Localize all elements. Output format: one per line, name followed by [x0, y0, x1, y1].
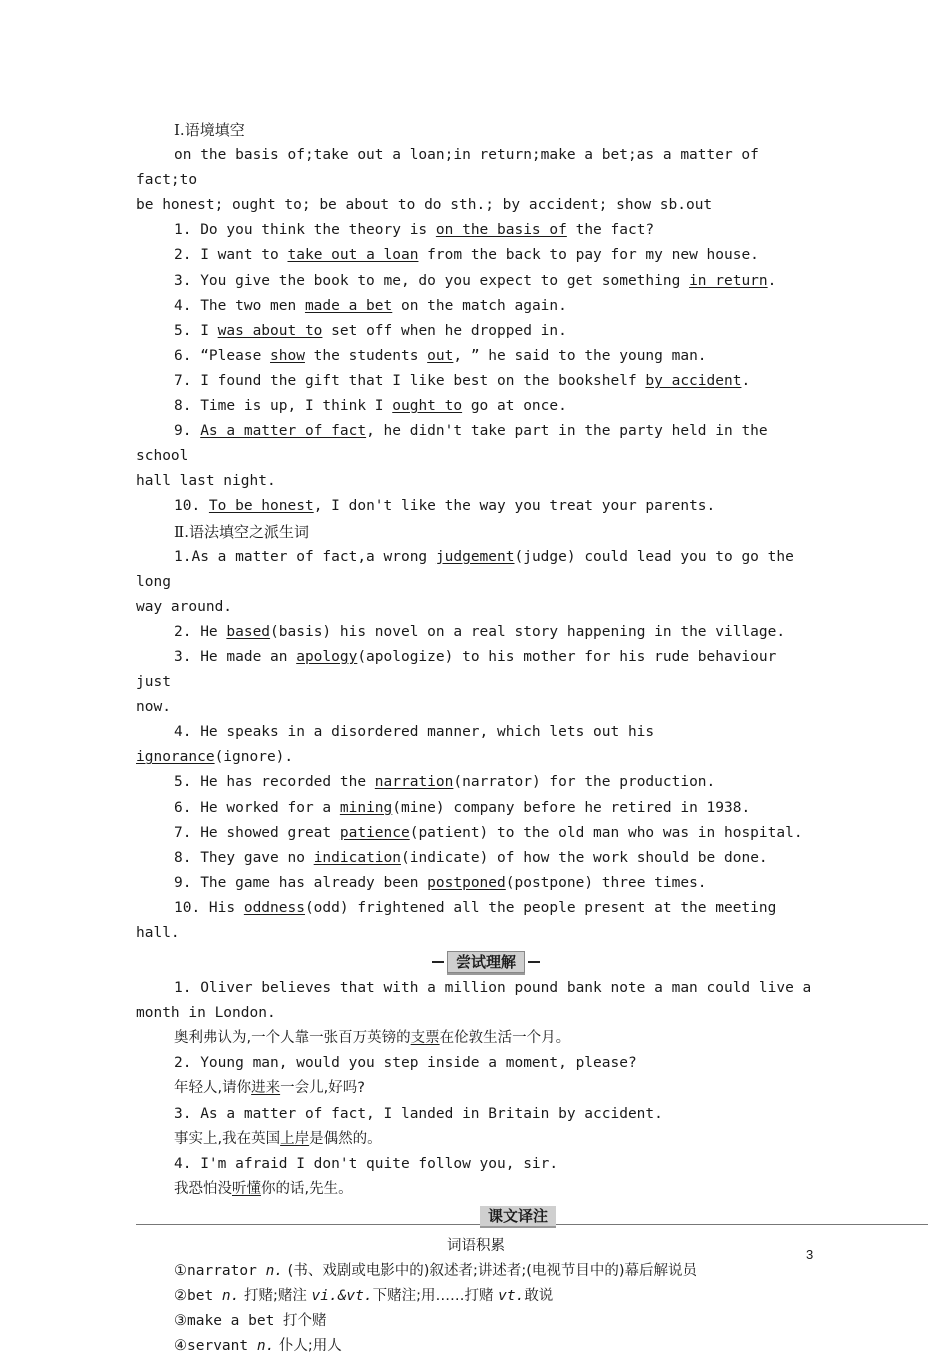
answer: 进来 — [251, 1080, 281, 1097]
sentence-translation: 奥利弗认为,一个人靠一张百万英镑的支票在伦敦生活一个月。 — [174, 1030, 571, 1047]
sentence-english-continued: month in London. — [136, 1005, 276, 1022]
exercise-item: 2. He based(basis) his novel on a real story happening in the village. — [174, 623, 786, 640]
exercise-item: 2. I want to take out a loan from the back to pay for my new house. — [174, 247, 759, 264]
exercise-item: 8. They gave no indication(indicate) of how the work should be done. — [174, 849, 768, 866]
exercise-item: 8. Time is up, I think I ought to go at once. — [174, 398, 567, 415]
answer: take out a loan — [287, 247, 419, 264]
exercise-item-continued: hall last night. — [136, 473, 276, 490]
answer: in return — [689, 272, 768, 289]
answer: was about to — [217, 322, 323, 339]
answer: on the basis of — [435, 222, 567, 239]
answer: by accident — [645, 372, 742, 389]
answer: As a matter of fact — [200, 423, 367, 440]
exercise-item: 9. As a matter of fact, he didn't take part in the party held in the school — [136, 423, 777, 465]
exercise-item: 4. He speaks in a disordered manner, which lets out his ignorance(ignore). — [136, 724, 663, 766]
vocab-entry: ③make a bet 打个赌 — [174, 1313, 327, 1330]
exercise-item: 6. He worked for a mining(mine) company before he retired in 1938. — [174, 799, 751, 816]
exercise-item: 6. “Please show the students out, ” he said to the young man. — [174, 347, 707, 364]
vocab-entry: ②bet n. 打赌;赌注 vi.&vt.下赌注;用……打赌 vt.敢说 — [174, 1288, 554, 1305]
answer: 上岸 — [280, 1130, 310, 1147]
exercise-item-continued: now. — [136, 699, 171, 716]
exercise-item: 9. The game has already been postponed(postpone) three times. — [174, 874, 707, 891]
banner-rule-left — [432, 961, 444, 963]
exercise-item: 7. I found the gift that I like best on the bookshelf by accident. — [174, 372, 751, 389]
section-heading-grammar-fill: Ⅱ.语法填空之派生词 — [174, 522, 309, 541]
document-body — [136, 118, 816, 1359]
vocab-entry: ④servant n. 仆人;用人 — [174, 1338, 342, 1355]
answer: narration — [374, 774, 454, 791]
exercise-item: 7. He showed great patience(patient) to the old man who was in hospital. — [174, 824, 803, 841]
exercise-item: 10. To be honest, I don't like the way you treat your parents. — [174, 498, 716, 515]
banner-label: 课文译注 — [480, 1206, 556, 1228]
exercise-item: 3. You give the book to me, do you expect to get something in return. — [174, 272, 777, 289]
word-bank-line: on the basis of;take out a loan;in return;make a bet;as a matter of fact;to — [136, 147, 768, 189]
sentence-translation: 年轻人,请你进来一会儿,好吗? — [174, 1080, 365, 1097]
answer: made a bet — [304, 297, 393, 314]
exercise-item-continued: way around. — [136, 598, 233, 615]
answer: indication — [313, 849, 401, 866]
exercise-item: 1.As a matter of fact,a wrong judgement(judge) could lead you to go the long — [136, 548, 803, 590]
sentence-english: 4. I'm afraid I don't quite follow you, sir. — [174, 1155, 559, 1172]
vocab-heading: 词语积累 — [447, 1237, 505, 1254]
exercise-item: 5. He has recorded the narration(narrator) for the production. — [174, 774, 716, 791]
sentence-translation: 我恐怕没听懂你的话,先生。 — [174, 1180, 353, 1197]
answer: 支票 — [410, 1030, 440, 1047]
answer: out — [427, 347, 454, 364]
banner-label: 尝试理解 — [447, 951, 525, 973]
answer: oddness — [243, 899, 305, 916]
answer: apology — [296, 648, 358, 665]
sentence-english: 1. Oliver believes that with a million pound bank note a man could live a — [174, 980, 812, 997]
answer: show — [270, 347, 305, 364]
answer: mining — [339, 799, 393, 816]
answer: ignorance — [136, 749, 215, 766]
exercise-item: 4. The two men made a bet on the match again. — [174, 297, 567, 314]
exercise-item: 1. Do you think the theory is on the basis of the fact? — [174, 222, 655, 239]
try-understand-banner — [136, 948, 816, 974]
section-heading-context-fill: Ⅰ.语境填空 — [174, 121, 245, 139]
banner-rule-right — [528, 961, 540, 963]
answer: based — [226, 623, 271, 640]
exercise-item: 3. He made an apology(apologize) to his mother for his rude behaviour just — [136, 648, 786, 691]
exercise-item: 5. I was about to set off when he dropped in. — [174, 322, 567, 339]
vocab-entry: ①narrator n. (书、戏剧或电影中的)叙述者;讲述者;(电视节目中的)幕后解说员 — [174, 1263, 698, 1280]
sentence-english: 3. As a matter of fact, I landed in Britain by accident. — [174, 1105, 663, 1122]
answer: 听懂 — [232, 1180, 261, 1197]
answer: patience — [339, 824, 410, 841]
sentence-english: 2. Young man, would you step inside a moment, please? — [174, 1055, 637, 1072]
answer: postponed — [427, 874, 506, 891]
exercise-item: 10. His oddness(odd) frightened all the people present at the meeting hall. — [136, 899, 786, 941]
word-bank-line: be honest; ought to; be about to do sth.; by accident; show sb.out — [136, 197, 713, 214]
answer: judgement — [435, 548, 515, 565]
text-notes-banner — [136, 1204, 816, 1234]
answer: To be honest — [208, 498, 314, 515]
answer: ought to — [392, 398, 463, 415]
page-number: 3 — [806, 1247, 814, 1262]
sentence-translation: 事实上,我在英国上岸是偶然的。 — [174, 1130, 382, 1147]
